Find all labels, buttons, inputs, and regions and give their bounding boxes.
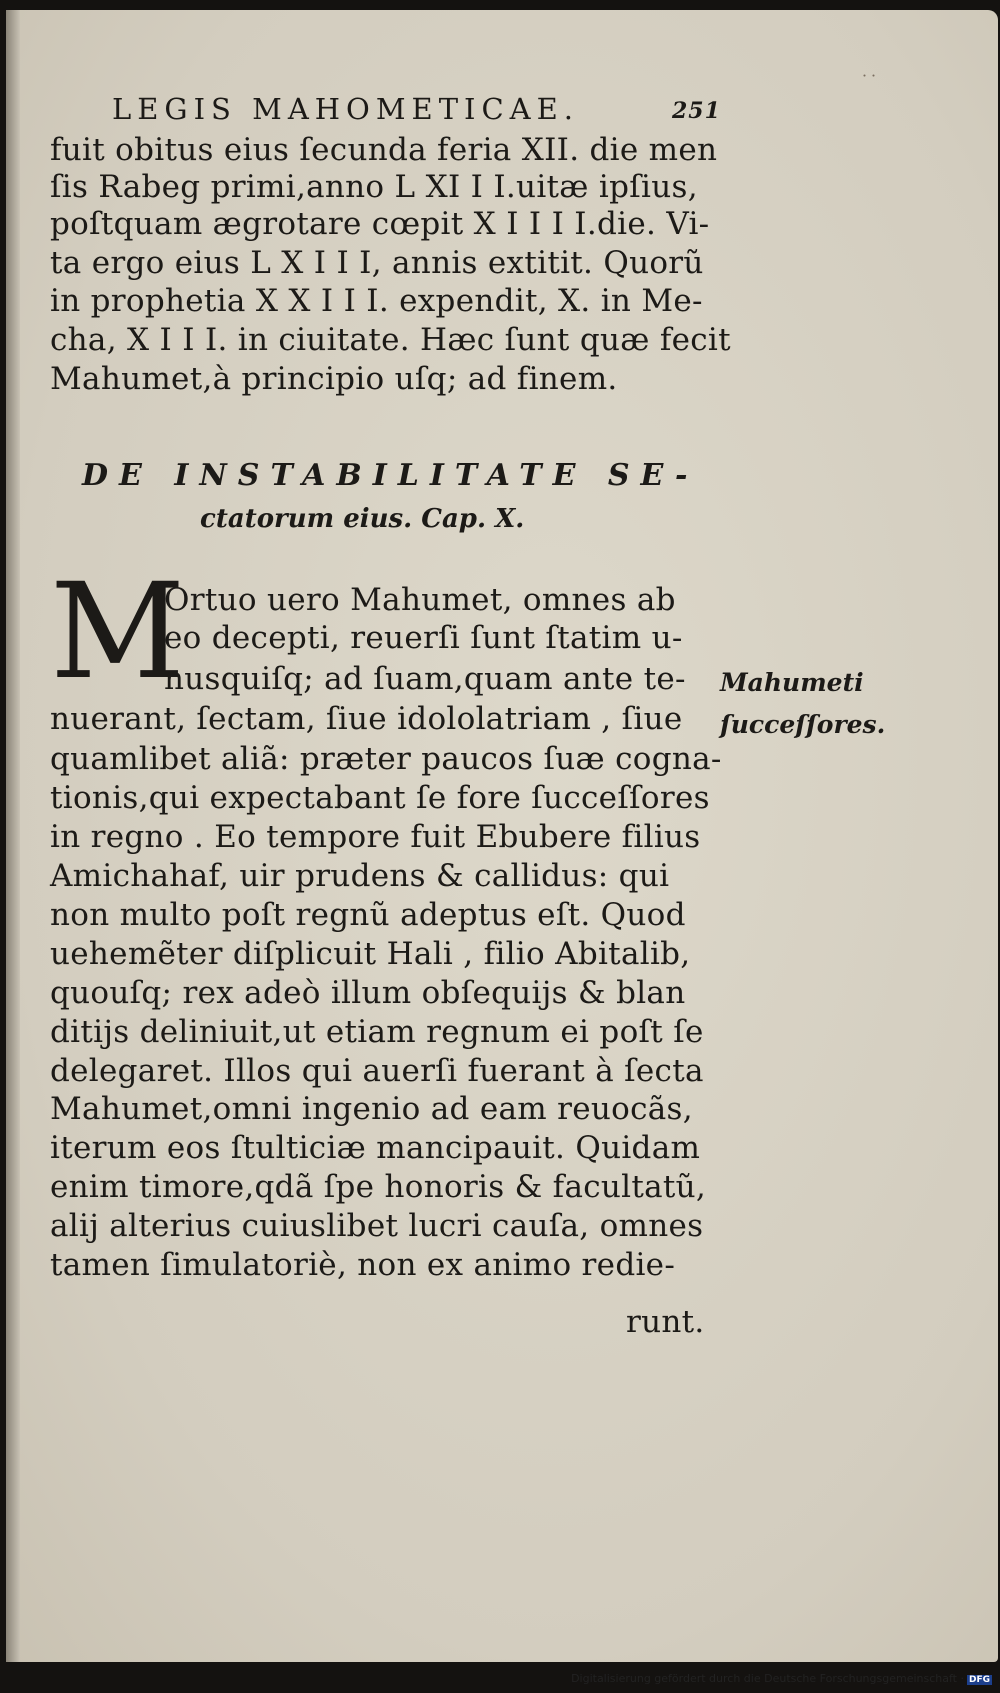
text-line: ta ergo eius L X I I I, annis extitit. Quorũ	[50, 245, 704, 281]
text-line: fuit obitus eius ſecunda feria XII. die men	[50, 132, 718, 168]
text-line: runt.	[626, 1304, 705, 1340]
text-line: Ortuo uero Mahumet, omnes ab	[164, 582, 676, 618]
text-line: Mahumet,à principio uſq; ad finem.	[50, 361, 618, 397]
text-line: iterum eos ſtulticiæ mancipauit. Quidam	[50, 1130, 701, 1166]
digitization-footer	[571, 1672, 992, 1685]
text-line: delegaret. Illos qui auerſi fuerant à ſecta	[50, 1053, 704, 1089]
ink-mark: ˙˙	[860, 72, 878, 93]
margin-note: ſucceſſores.	[720, 710, 886, 739]
dfg-logo: DFG	[968, 1675, 990, 1685]
text-line: eo decepti, reuerſi ſunt ſtatim u-	[164, 620, 683, 656]
text-line: Mahumet,omni ingenio ad eam reuocãs,	[50, 1091, 693, 1127]
text-line: nusquiſq; ad ſuam,quam ante te-	[164, 661, 686, 697]
text-line: tamen ſimulatoriè, non ex animo redie-	[50, 1247, 676, 1283]
text-line: poſtquam ægrotare cœpit X I I I I.die. Vi-	[50, 206, 710, 242]
text-line: nuerant, ſectam, ſiue idololatriam , ſiue	[50, 701, 683, 737]
running-head-title: LEGIS MAHOMETICAE.	[112, 92, 580, 126]
text-line: enim timore,qdã ſpe honoris & facultatũ,	[50, 1169, 707, 1205]
text-line: uehemẽter diſplicuit Hali , filio Abitalib,	[50, 936, 691, 972]
text-line: cha, X I I I. in ciuitate. Hæc ſunt quæ fecit	[50, 322, 731, 358]
text-line: ſis Rabeg primi,anno L XI I I.uitæ ipſius,	[50, 169, 698, 205]
text-line: in regno . Eo tempore fuit Ebubere filius	[50, 819, 701, 855]
text-line: ditijs deliniuit,ut etiam regnum ei poſt ſe	[50, 1014, 704, 1050]
text-line: in prophetia X X I I I. expendit, X. in Me-	[50, 283, 703, 319]
footer-text: Digitalisierung gefördert durch die Deutsche Forschungsgemeinschaft ·	[571, 1672, 964, 1685]
text-line: alij alterius cuiuslibet lucri cauſa, omnes	[50, 1208, 704, 1244]
page-number: 251	[672, 98, 721, 124]
drop-cap: M	[50, 555, 186, 709]
text-line: quouſq; rex adeò illum obſequijs & blan	[50, 975, 686, 1011]
text-line: tionis,qui expectabant ſe fore ſucceſſores	[50, 780, 710, 816]
margin-note: Mahumeti	[720, 668, 864, 697]
page-gutter	[6, 10, 20, 1662]
chapter-subheading: ctatorum eius. Cap. X.	[200, 504, 525, 534]
text-line: Amichahaf, uir prudens & callidus: qui	[50, 858, 670, 894]
chapter-heading: DE INSTABILITATE SE-	[82, 458, 699, 493]
text-line: non multo poſt regnũ adeptus eſt. Quod	[50, 897, 686, 933]
text-line: quamlibet aliã: præter paucos ſuæ cogna-	[50, 741, 722, 777]
